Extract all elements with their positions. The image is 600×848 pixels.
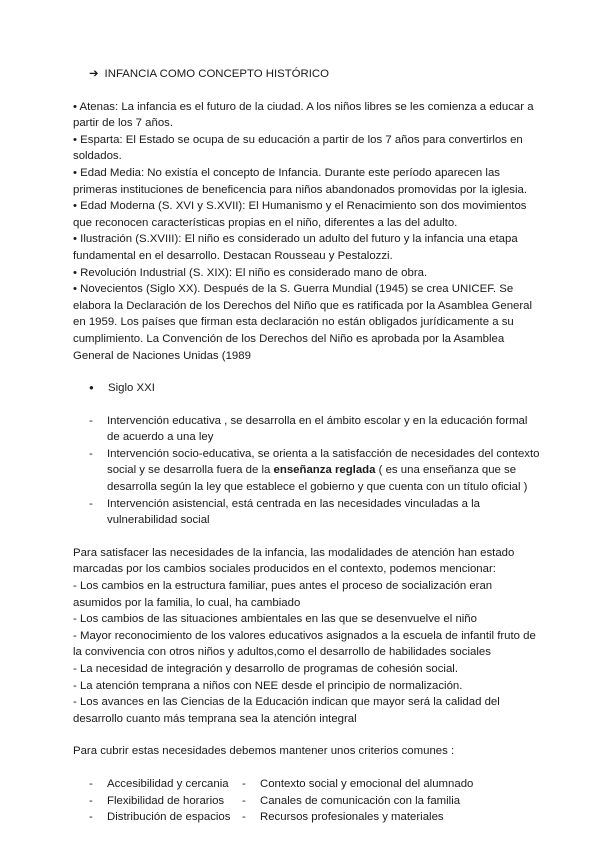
criterio-right: Recursos profesionales y materiales <box>260 811 444 824</box>
modalidades-section <box>73 545 540 728</box>
criterio-left: Accesibilidad y cercania <box>107 777 229 790</box>
history-list <box>73 99 540 365</box>
intervention-socio-bold: enseñanza reglada <box>273 464 376 477</box>
criterios-row <box>89 809 540 826</box>
siglo-list <box>89 380 540 397</box>
modalidades-item: - Los avances en las Ciencias de la Educación indican que mayor será la calidad del desarrollo cuanto más temprana sea la atención integral <box>73 696 500 725</box>
history-item-edad-moderna: • Edad Moderna (S. XVI y S.XVII): El Humanismo y el Renacimiento son dos movimientos que reconocen características propias en el niño, diferentes a las del adulto. <box>73 200 527 229</box>
section-heading <box>89 66 540 83</box>
criterio-right: Canales de comunicación con la familia <box>260 794 461 807</box>
intervention-list <box>89 413 540 529</box>
intervention-socio-educativa <box>89 446 540 496</box>
modalidades-item: - La atención temprana a niños con NEE desde el principio de normalización. <box>73 679 463 692</box>
criterio-right: Contexto social y emocional del alumnado <box>260 777 474 790</box>
intervention-asistencial: - Intervención asistencial, está centrada en las necesidades vinculadas a la vulnerabilidad social <box>89 496 540 529</box>
modalidades-item: - Mayor reconocimiento de los valores educativos asignados a la escuela de infantil fruto de la convivencia con otros niños y adultos,como el desarrollo de habilidades sociales <box>73 629 536 659</box>
dash-marker: - <box>89 811 93 824</box>
criterios-intro: Para cubrir estas necesidades debemos mantener unos criterios comunes : <box>73 745 455 758</box>
modalidades-item: - La necesidad de integración y desarrollo de programas de cohesión social. <box>73 663 458 675</box>
criterio-left: Flexibilidad de horarios <box>107 794 225 807</box>
dash-marker: - <box>242 777 246 790</box>
dash-marker: - <box>242 794 246 807</box>
dash-marker: - <box>89 794 93 807</box>
modalidades-intro: Para satisfacer las necesidades de la infancia, las modalidades de atención han estado marcadas por los cambios sociales producidos en el contexto, podemos mencionar: <box>73 546 515 576</box>
modalidades-item: - Los cambios de las situaciones ambientales en las que se desenvuelve el niño <box>73 613 477 626</box>
history-item-esparta: • Esparta: El Estado se ocupa de su educación a partir de los 7 años para convertirlos en soldados. <box>73 133 523 163</box>
intervention-educativa: - Intervención educativa , se desarrolla en el ámbito escolar y en la educación formal de acuerdo a una ley <box>89 413 540 446</box>
history-item-revolucion-industrial: • Revolución Industrial (S. XIX): El niño es considerado mano de obra. <box>73 266 428 279</box>
modalidades-item: - Los cambios en la estructura familiar, pues antes el proceso de socialización eran asumidos por la familia, lo cual, ha cambiado <box>73 580 493 609</box>
siglo-xxi-label: ● Siglo XXI <box>89 380 540 397</box>
criterio-left: Distribución de espacios <box>107 811 231 824</box>
history-item-edad-media: • Edad Media: No existía el concepto de Infancia. Durante este período aparecen las primeras instituciones de beneficencia para niños abandonados promovidas por la iglesia. <box>73 166 528 196</box>
heading-title: INFANCIA COMO CONCEPTO HISTÓRICO <box>104 68 330 80</box>
dash-marker: - <box>242 811 246 824</box>
history-item-atenas: • Atenas: La infancia es el futuro de la ciudad. A los niños libres se les comienza a educar a partir de los 7 años. <box>73 100 534 130</box>
arrow-icon: ➔ <box>89 68 99 80</box>
history-item-novecientos: • Novecientos (Siglo XX). Después de la S. Guerra Mundial (1945) se crea UNICEF. Se elabora la Declaración de los Derechos del Niño que es ratificada por la Asamblea General en 1959. Los países que firman esta declaración no están obligados jurídicamente a su cumplimiento. La Convención de los Derechos del Niño es aprobada por la Asamblea General de Naciones Unidas (1989 <box>73 283 533 362</box>
criterios-row <box>89 776 540 793</box>
intervention-socio-text-b: ( es una enseñanza que se desarrolla según la ley que establece el gobierno y que cuenta con un título oficial ) <box>107 464 528 494</box>
history-item-ilustracion: • Ilustración (S.XVIII): El niño es considerado un adulto del futuro y la infancia una etapa fundamental en el desarrollo. Destacan Rousseau y Pestalozzi. <box>73 233 518 262</box>
intervention-socio-text-a: Intervención socio-educativa, se orienta a la satisfacción de necesidades del contexto social y se desarrolla fuera de la <box>107 447 540 477</box>
dash-marker: - <box>89 777 93 790</box>
criterios-table <box>89 776 540 826</box>
criterios-row <box>89 793 540 810</box>
